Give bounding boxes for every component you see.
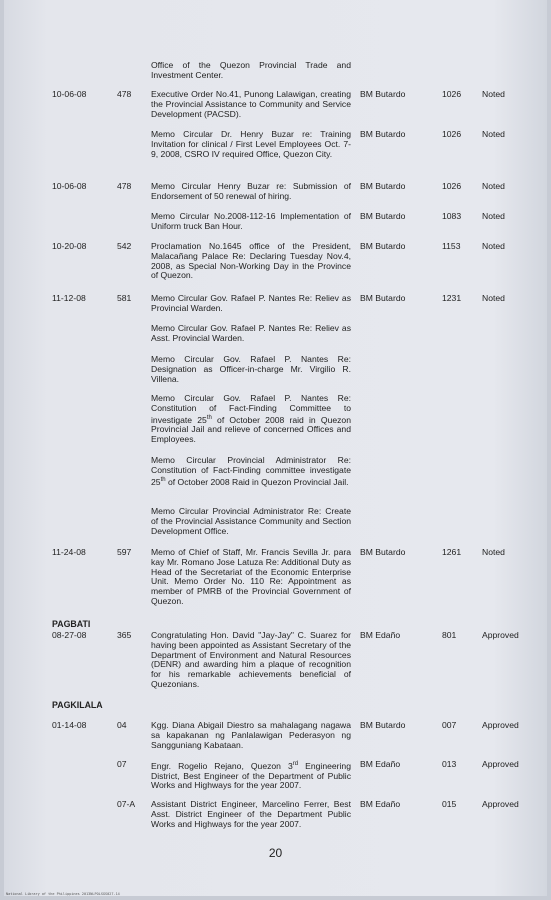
entry-author: BM Edaño xyxy=(360,759,401,769)
section-heading: PAGKILALA xyxy=(52,700,103,710)
entry-description: Memo Circular Gov. Rafael P. Nantes Re: Designation as Officer-in-charge Mr. Virgilio R. Villena. xyxy=(151,354,351,384)
entry-description: Engr. Rogelio Rejano, Quezon 3rd Engineering District, Best Engineer of the Department of Public Works and Highways for the year 2007. xyxy=(151,760,351,791)
entry-number: 597 xyxy=(117,547,132,557)
entry-date: 11-12-08 xyxy=(52,293,86,303)
entry-date: 10-06-08 xyxy=(52,89,87,99)
entry-action: Noted xyxy=(482,89,505,99)
entry-description: Assistant District Engineer, Marcelino Ferrer, Best Asst. District Engineer of the Department Public Works and Highways for the year 2007. xyxy=(151,799,351,829)
page-number: 20 xyxy=(268,846,283,860)
entry-description: Memo Circular Gov. Rafael P. Nantes Re: Constitution of Fact-Finding Committee to investigate 25th of October 2008 raid in Quezon Provincial Jail and relieve of concerned Offices and Employees. xyxy=(151,393,351,445)
entry-action: Noted xyxy=(482,181,505,191)
entry-reference: 1153 xyxy=(442,241,461,251)
entry-description: Memo of Chief of Staff, Mr. Francis Sevilla Jr. para kay Mr. Romano Jose Latuza Re: Additional Duty as Head of the Secretariat of the Economic Enterprise Unit. Memo Order No. 110 Re: Appointment as member of PMRB of the Provincial Government of Quezon. xyxy=(151,547,351,606)
entry-number: 07 xyxy=(117,759,127,769)
entry-description: Proclamation No.1645 office of the President, Malacañang Palace Re: Declaring Tuesday Nov.4, 2008, as Special Non-Working Day in the Province of Quezon. xyxy=(151,241,351,281)
document-page xyxy=(4,0,547,896)
entry-reference: 801 xyxy=(442,630,457,640)
bleed-text xyxy=(124,80,126,87)
entry-number: 365 xyxy=(117,630,132,640)
entry-number: 04 xyxy=(117,720,127,730)
entry-description: Memo Circular Gov. Rafael P. Nantes Re: Reliev as Provincial Warden. xyxy=(151,293,351,313)
entry-date: 10-06-08 xyxy=(52,181,87,191)
entry-action: Noted xyxy=(482,293,505,303)
entry-reference: 1261 xyxy=(442,547,462,557)
entry-description: Office of the Quezon Provincial Trade and Investment Center. xyxy=(151,60,351,80)
entry-action: Approved xyxy=(482,720,519,730)
entry-author: BM Butardo xyxy=(360,241,406,251)
entry-author: BM Butardo xyxy=(360,547,406,557)
entry-author: BM Butardo xyxy=(360,720,406,730)
entry-number: 581 xyxy=(117,293,132,303)
entry-action: Noted xyxy=(482,129,505,139)
entry-author: BM Edaño xyxy=(360,799,401,809)
entry-reference: 1026 xyxy=(442,129,462,139)
entry-reference: 015 xyxy=(442,799,457,809)
entry-reference: 1231 xyxy=(442,293,462,303)
entry-author: BM Butardo xyxy=(360,181,406,191)
entry-author: BM Butardo xyxy=(360,293,406,303)
entry-description: Congratulating Hon. David "Jay-Jay" C. Suarez for having been appointed as Assistant Secretary of the Department of Environment and Natural Resources (DENR) and awarding him a plaque of recognition for his remarkable achievements beneficial of Quezonians. xyxy=(151,630,351,689)
entry-author: BM Butardo xyxy=(360,129,406,139)
entry-reference: 1026 xyxy=(442,89,462,99)
scan-footer: National Library of the Philippines 2013NLPOLSGS027-14 xyxy=(6,892,120,896)
entry-number: 478 xyxy=(117,89,132,99)
entry-description: Memo Circular No.2008-112-16 Implementation of Uniform truck Ban Hour. xyxy=(151,211,351,231)
entry-number: 542 xyxy=(117,241,132,251)
entry-action: Approved xyxy=(482,799,519,809)
entry-reference: 013 xyxy=(442,759,457,769)
entry-description: Executive Order No.41, Punong Lalawigan, creating the Provincial Assistance to Community and Service Development (PACSD). xyxy=(151,89,351,119)
entry-date: 01-14-08 xyxy=(52,720,87,730)
entry-action: Noted xyxy=(482,211,505,221)
entry-description: Memo Circular Provincial Administrator Re: Create of the Provincial Assistance Community and Section Development Office. xyxy=(151,506,351,536)
entry-author: BM Butardo xyxy=(360,211,406,221)
entry-number: 07-A xyxy=(117,799,136,809)
entry-date: 08-27-08 xyxy=(52,630,87,640)
entry-description: Memo Circular Gov. Rafael P. Nantes Re: Reliev as Asst. Provincial Warden. xyxy=(151,323,351,343)
entry-action: Approved xyxy=(482,759,519,769)
entry-description: Kgg. Diana Abigail Diestro sa mahalagang nagawa sa kapakanan ng Panlalawigan Pederasyon ng Sangguniang Kabataan. xyxy=(151,720,351,750)
entry-action: Approved xyxy=(482,630,519,640)
entry-date: 10-20-08 xyxy=(52,241,87,251)
entry-number: 478 xyxy=(117,181,132,191)
entry-author: BM Butardo xyxy=(360,89,406,99)
entry-reference: 1026 xyxy=(442,181,462,191)
entry-description: Memo Circular Provincial Administrator Re: Constitution of Fact-Finding committee investigate 25th of October 2008 Raid in Quezon Provincial Jail. xyxy=(151,455,351,487)
entry-action: Noted xyxy=(482,241,505,251)
section-heading: PAGBATI xyxy=(52,619,91,629)
entry-description: Memo Circular Henry Buzar re: Submission of Endorsement of 50 renewal of hiring. xyxy=(151,181,351,201)
entry-reference: 007 xyxy=(442,720,457,730)
entry-reference: 1083 xyxy=(442,211,462,221)
entry-action: Noted xyxy=(482,547,505,557)
entry-description: Memo Circular Dr. Henry Buzar re: Training Invitation for clinical / First Level Employees Oct. 7-9, 2008, CSRO IV required Office, Quezon City. xyxy=(151,129,351,159)
entry-author: BM Edaño xyxy=(360,630,401,640)
entry-date: 11-24-08 xyxy=(52,547,86,557)
